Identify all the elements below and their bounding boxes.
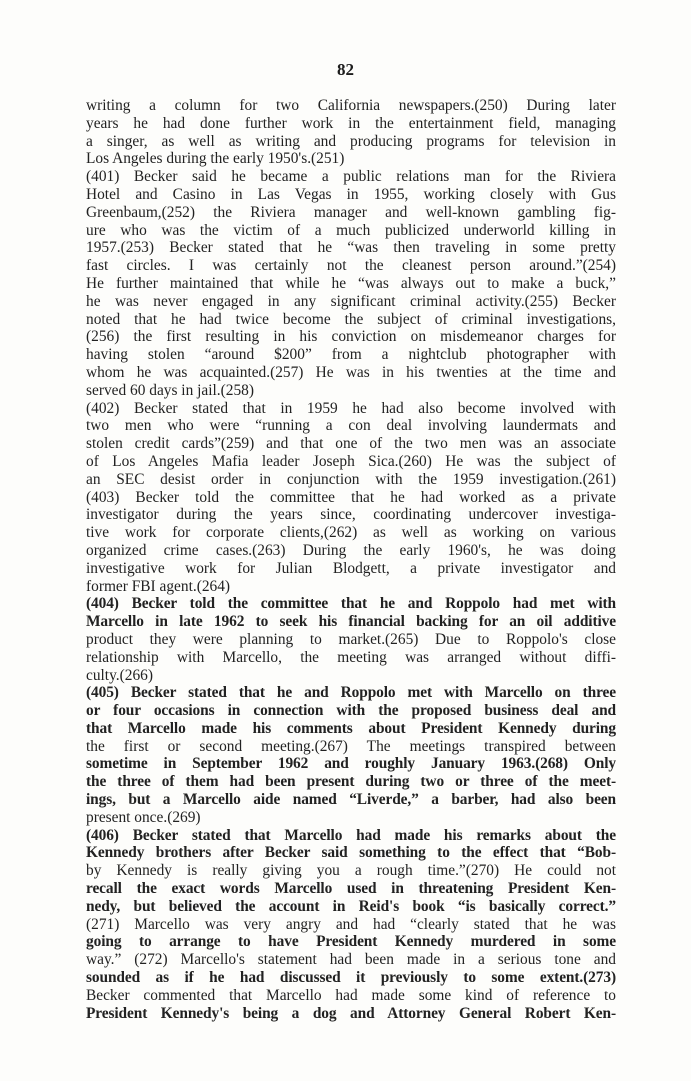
text-line: ings, but a Marcello aide named “Liverde,” a barber, had also been — [86, 791, 616, 809]
text-line: investigator during the years since, coordinating undercover investiga- — [86, 506, 616, 524]
text-line: sounded as if he had discussed it previously to some extent.(273) — [86, 969, 616, 987]
text-line: recall the exact words Marcello used in threatening President Ken- — [86, 880, 616, 898]
text-line: or four occasions in connection with the proposed business deal and — [86, 702, 616, 720]
text-line: by Kennedy is really giving you a rough time.”(270) He could not — [86, 862, 616, 880]
text-line: a singer, as well as writing and producing programs for television in — [86, 132, 616, 150]
text-line: way.” (272) Marcello's statement had been made in a serious tone and — [86, 951, 616, 969]
text-line: noted that he had twice become the subject of criminal investigations, — [86, 310, 616, 328]
text-line: President Kennedy's being a dog and Attorney General Robert Ken- — [86, 1004, 616, 1022]
text-line: 1957.(253) Becker stated that he “was then traveling in some pretty — [86, 239, 616, 257]
text-line: (271) Marcello was very angry and had “clearly stated that he was — [86, 915, 616, 933]
text-line: the three of them had been present during two or three of the meet- — [86, 773, 616, 791]
text-line: two men who were “running a con deal involving laundermats and — [86, 417, 616, 435]
text-line: (404) Becker told the committee that he and Roppolo had met with — [86, 595, 616, 613]
text-line: product they were planning to market.(265) Due to Roppolo's close — [86, 630, 616, 648]
text-line: writing a column for two California newspapers.(250) During later — [86, 97, 616, 114]
page-number: 82 — [337, 60, 354, 79]
text-line: whom he was acquainted.(257) He was in his twenties at the time and — [86, 363, 616, 381]
text-line: fast circles. I was certainly not the cleanest person around.”(254) — [86, 257, 616, 275]
text-line: relationship with Marcello, the meeting was arranged without diffi- — [86, 648, 616, 666]
text-line: (256) the first resulting in his conviction on misdemeanor charges for — [86, 328, 616, 346]
text-line: ure who was the victim of a much publicized underworld killing in — [86, 221, 616, 239]
text-line: (401) Becker said he became a public relations man for the Riviera — [86, 168, 616, 186]
text-line: Kennedy brothers after Becker said something to the effect that “Bob- — [86, 844, 616, 862]
body-text — [86, 97, 616, 1022]
text-line: served 60 days in jail.(258) — [86, 381, 254, 399]
text-line: (405) Becker stated that he and Roppolo met with Marcello on three — [86, 684, 616, 702]
text-line: culty.(266) — [86, 666, 153, 684]
text-line: Becker commented that Marcello had made some kind of reference to — [86, 986, 616, 1004]
text-line: present once.(269) — [86, 808, 201, 826]
text-line: nedy, but believed the account in Reid's book “is basically correct.” — [86, 897, 616, 915]
text-line: organized crime cases.(263) During the early 1960's, he was doing — [86, 541, 616, 559]
text-line: the first or second meeting.(267) The meetings transpired between — [86, 737, 616, 755]
text-line: tive work for corporate clients,(262) as well as working on various — [86, 524, 616, 542]
text-line: He further maintained that while he “was always out to make a buck,” — [86, 274, 616, 292]
text-line: sometime in September 1962 and roughly January 1963.(268) Only — [86, 755, 616, 773]
text-line: Los Angeles during the early 1950's.(251) — [86, 150, 345, 168]
text-line: an SEC desist order in conjunction with the 1959 investigation.(261) — [86, 470, 616, 488]
text-line: Marcello in late 1962 to seek his financial backing for an oil additive — [86, 613, 616, 631]
text-line: having stolen “around $200” from a nightclub photographer with — [86, 346, 616, 364]
text-line: that Marcello made his comments about President Kennedy during — [86, 719, 616, 737]
text-line: going to arrange to have President Kennedy murdered in some — [86, 933, 616, 951]
text-line: of Los Angeles Mafia leader Joseph Sica.(260) He was the subject of — [86, 452, 616, 470]
text-line: Greenbaum,(252) the Riviera manager and well-known gambling fig- — [86, 203, 616, 221]
text-line: former FBI agent.(264) — [86, 577, 231, 595]
text-line: (406) Becker stated that Marcello had made his remarks about the — [86, 826, 616, 844]
text-line: years he had done further work in the entertainment field, managing — [86, 114, 616, 132]
text-line: stolen credit cards”(259) and that one of the two men was an associate — [86, 435, 616, 453]
text-line: Hotel and Casino in Las Vegas in 1955, working closely with Gus — [86, 185, 616, 203]
text-line: investigative work for Julian Blodgett, a private investigator and — [86, 559, 616, 577]
text-line: (402) Becker stated that in 1959 he had also become involved with — [86, 399, 616, 417]
text-line: he was never engaged in any significant criminal activity.(255) Becker — [86, 292, 616, 310]
text-line: (403) Becker told the committee that he had worked as a private — [86, 488, 616, 506]
